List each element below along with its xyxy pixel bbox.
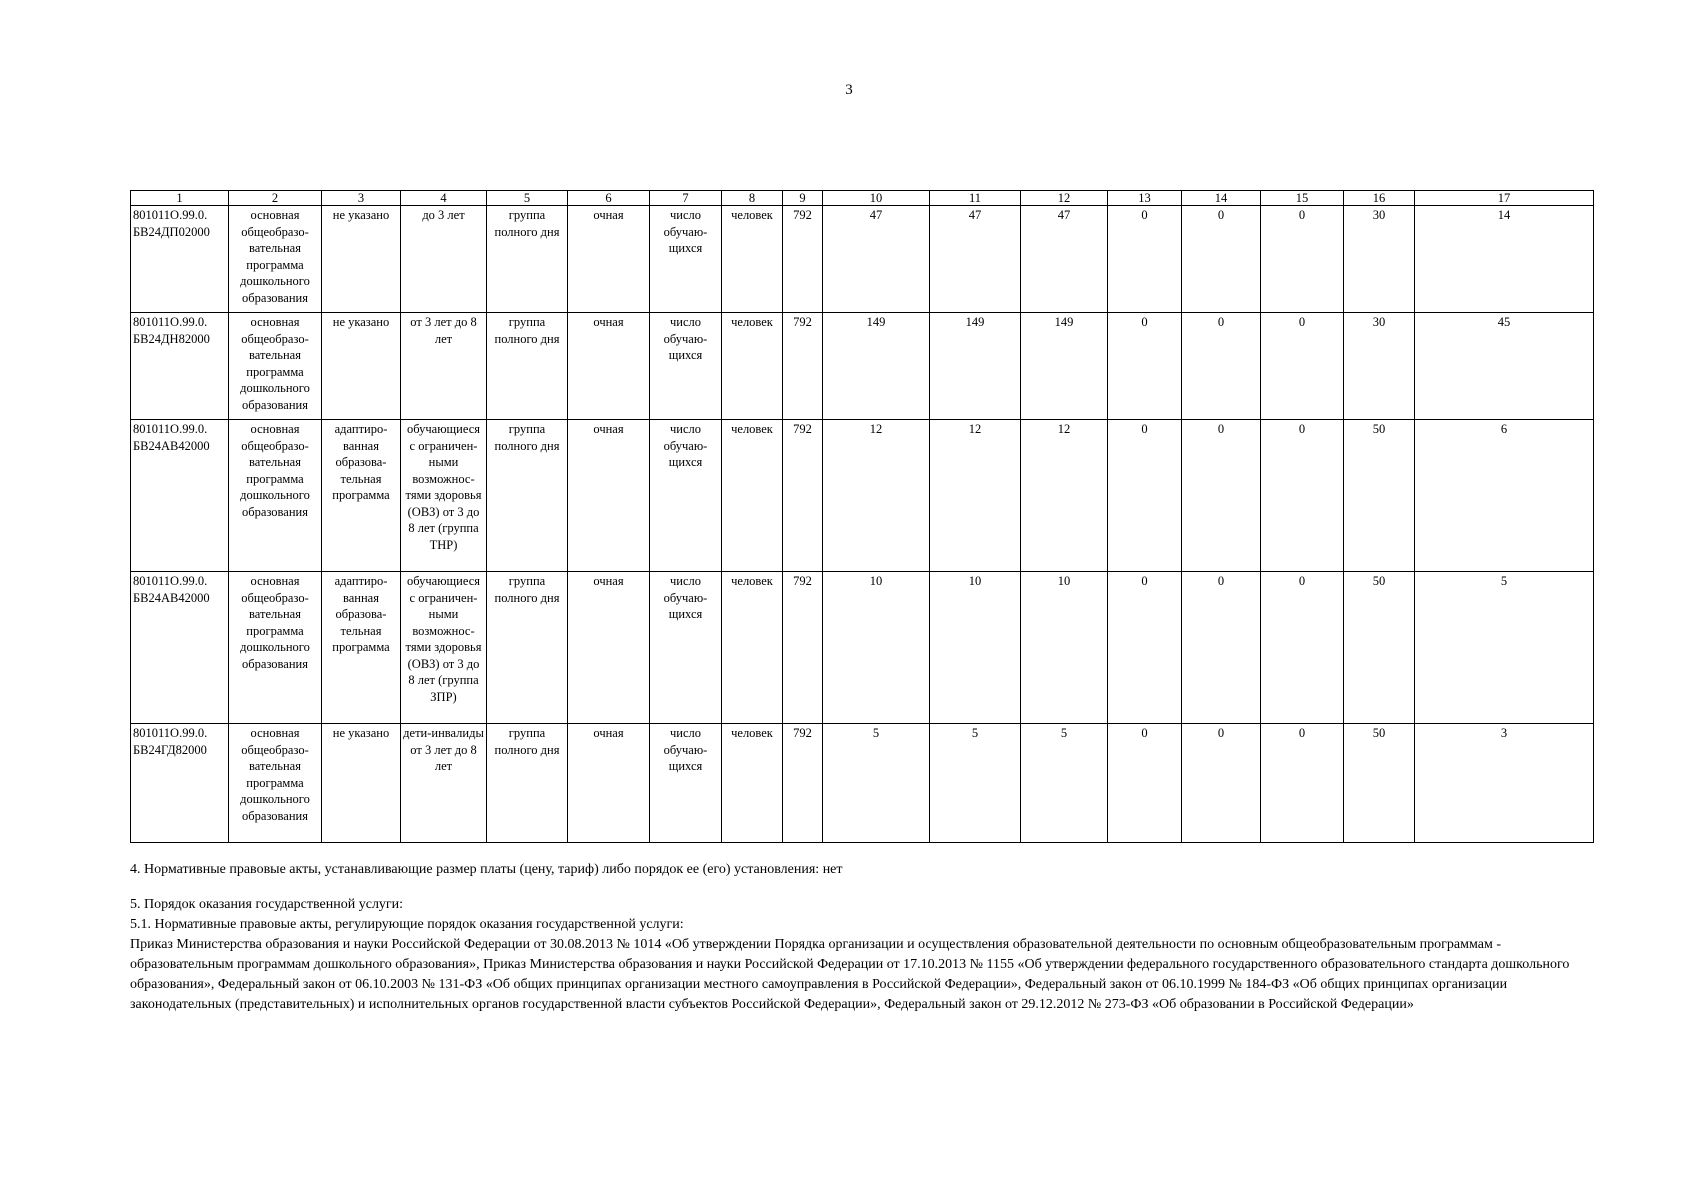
column-header-2: 2 — [229, 191, 322, 206]
table-cell: 792 — [783, 572, 823, 724]
table-cell: 0 — [1182, 572, 1261, 724]
table-cell: 45 — [1415, 313, 1594, 420]
table-cell: 0 — [1182, 420, 1261, 572]
column-header-7: 7 — [650, 191, 722, 206]
column-header-17: 17 — [1415, 191, 1594, 206]
table-cell: 801011О.99.0. БВ24ДП02000 — [131, 206, 229, 313]
table-cell: 801011О.99.0. БВ24ДН82000 — [131, 313, 229, 420]
section-4: 4. Нормативные правовые акты, устанавливающие размер платы (цену, тариф) либо порядок ее (его) установления: нет — [130, 862, 843, 877]
column-header-10: 10 — [823, 191, 930, 206]
table-cell: группа полного дня — [487, 420, 568, 572]
table-cell: 0 — [1108, 420, 1182, 572]
table-cell: адаптиро-ванная образова-тельная программа — [322, 572, 401, 724]
table-cell: основная общеобразо-вательная программа дошкольного образования — [229, 420, 322, 572]
table-cell: человек — [722, 420, 783, 572]
table-cell: группа полного дня — [487, 206, 568, 313]
table-cell: очная — [568, 420, 650, 572]
table-cell: 0 — [1108, 572, 1182, 724]
table-cell: 0 — [1261, 572, 1344, 724]
table-cell: дети-инвалиды от 3 лет до 8 лет — [401, 724, 487, 843]
table-cell: до 3 лет — [401, 206, 487, 313]
table-cell: не указано — [322, 313, 401, 420]
table-cell: 792 — [783, 724, 823, 843]
table-cell: 14 — [1415, 206, 1594, 313]
table-cell: человек — [722, 206, 783, 313]
table-cell: число обучаю-щихся — [650, 420, 722, 572]
table-cell: 0 — [1261, 420, 1344, 572]
table-cell: 10 — [930, 572, 1021, 724]
table-cell: очная — [568, 724, 650, 843]
table-row — [131, 206, 1594, 313]
column-header-1: 1 — [131, 191, 229, 206]
table-cell: число обучаю-щихся — [650, 724, 722, 843]
table-cell: 0 — [1108, 724, 1182, 843]
table-cell: 12 — [823, 420, 930, 572]
table-cell: от 3 лет до 8 лет — [401, 313, 487, 420]
column-header-14: 14 — [1182, 191, 1261, 206]
table-cell: 0 — [1108, 206, 1182, 313]
table-cell: группа полного дня — [487, 572, 568, 724]
table-cell: 5 — [1415, 572, 1594, 724]
table-cell: 50 — [1344, 420, 1415, 572]
table-cell: 149 — [823, 313, 930, 420]
table-row — [131, 572, 1594, 724]
table-cell: 12 — [930, 420, 1021, 572]
column-header-9: 9 — [783, 191, 823, 206]
table-cell: 0 — [1182, 724, 1261, 843]
table-cell: 801011О.99.0. БВ24АВ42000 — [131, 420, 229, 572]
table-cell: 0 — [1182, 206, 1261, 313]
table-cell: 30 — [1344, 206, 1415, 313]
table-cell: 6 — [1415, 420, 1594, 572]
column-header-3: 3 — [322, 191, 401, 206]
column-header-12: 12 — [1021, 191, 1108, 206]
table-row — [131, 313, 1594, 420]
column-header-8: 8 — [722, 191, 783, 206]
column-header-4: 4 — [401, 191, 487, 206]
table-cell: 47 — [1021, 206, 1108, 313]
table-cell: 801011О.99.0. БВ24ГД82000 — [131, 724, 229, 843]
column-header-5: 5 — [487, 191, 568, 206]
column-header-6: 6 — [568, 191, 650, 206]
header-row — [131, 191, 1594, 206]
table-cell: число обучаю-щихся — [650, 206, 722, 313]
table-row — [131, 724, 1594, 843]
table-cell: 801011О.99.0. БВ24АВ42000 — [131, 572, 229, 724]
table-cell: человек — [722, 572, 783, 724]
table-cell: 10 — [823, 572, 930, 724]
table-cell: 792 — [783, 206, 823, 313]
table-cell: 0 — [1261, 206, 1344, 313]
table-cell: не указано — [322, 206, 401, 313]
section-5-title: 5. Порядок оказания государственной услуги: — [130, 897, 404, 912]
section-5-1-body: Приказ Министерства образования и науки Российской Федерации от 30.08.2013 № 1014 «Об утверждении Порядка организации и осуществления образовательной деятельности по основным общеобразовательным программам - образовательным программам дошкольного образования», Приказ Министерства образования и науки Российской Федерации от 17.10.2013 № 1155 «Об утверждении федерального государственного образовательного стандарта дошкольного образования», Федеральный закон от 06.10.2003 № 131-ФЗ «Об общих принципах организации местного самоуправления в Российской Федерации», Федеральный закон от 06.10.1999 № 184-ФЗ «Об общих принципах организации законодательных (представительных) и исполнительных органов государственной власти субъектов Российской Федерации», Федеральный закон от 29.12.2012 № 273-ФЗ «Об образовании в Российской Федерации» — [130, 937, 1570, 1012]
table-cell: 149 — [930, 313, 1021, 420]
table-cell: человек — [722, 724, 783, 843]
table-cell: 10 — [1021, 572, 1108, 724]
column-header-15: 15 — [1261, 191, 1344, 206]
page-number: 3 — [845, 82, 853, 98]
table-cell: 5 — [823, 724, 930, 843]
table-cell: основная общеобразо-вательная программа дошкольного образования — [229, 313, 322, 420]
table-cell: группа полного дня — [487, 724, 568, 843]
table-row — [131, 420, 1594, 572]
table-cell: очная — [568, 313, 650, 420]
column-header-11: 11 — [930, 191, 1021, 206]
column-header-13: 13 — [1108, 191, 1182, 206]
table-cell: очная — [568, 572, 650, 724]
table-cell: 792 — [783, 313, 823, 420]
table-cell: адаптиро-ванная образова-тельная программа — [322, 420, 401, 572]
table-cell: группа полного дня — [487, 313, 568, 420]
column-header-16: 16 — [1344, 191, 1415, 206]
table-cell: 47 — [823, 206, 930, 313]
table-cell: 0 — [1261, 313, 1344, 420]
table-cell: обучающиеся с ограничен-ными возможнос-тями здоровья (ОВЗ) от 3 до 8 лет (группа ЗПР) — [401, 572, 487, 724]
table-cell: очная — [568, 206, 650, 313]
table-cell: число обучаю-щихся — [650, 313, 722, 420]
table-cell: основная общеобразо-вательная программа дошкольного образования — [229, 206, 322, 313]
table-cell: 12 — [1021, 420, 1108, 572]
table-cell: 792 — [783, 420, 823, 572]
table-cell: обучающиеся с ограничен-ными возможнос-тями здоровья (ОВЗ) от 3 до 8 лет (группа ТНР) — [401, 420, 487, 572]
table-cell: 3 — [1415, 724, 1594, 843]
table-cell: 47 — [930, 206, 1021, 313]
table-cell: 50 — [1344, 724, 1415, 843]
section-5-1-title: 5.1. Нормативные правовые акты, регулирующие порядок оказания государственной услуги: — [130, 917, 684, 932]
table-cell: 0 — [1108, 313, 1182, 420]
table-cell: 0 — [1182, 313, 1261, 420]
service-volume-table — [130, 190, 1594, 843]
table-cell: 5 — [930, 724, 1021, 843]
table-cell: число обучаю-щихся — [650, 572, 722, 724]
table-cell: 0 — [1261, 724, 1344, 843]
table-cell: основная общеобразо-вательная программа дошкольного образования — [229, 572, 322, 724]
table-cell: 5 — [1021, 724, 1108, 843]
table-cell: основная общеобразо-вательная программа дошкольного образования — [229, 724, 322, 843]
section-5 — [130, 895, 1580, 1015]
table-cell: человек — [722, 313, 783, 420]
table-cell: 149 — [1021, 313, 1108, 420]
table-cell: 50 — [1344, 572, 1415, 724]
table-cell: не указано — [322, 724, 401, 843]
table-cell: 30 — [1344, 313, 1415, 420]
